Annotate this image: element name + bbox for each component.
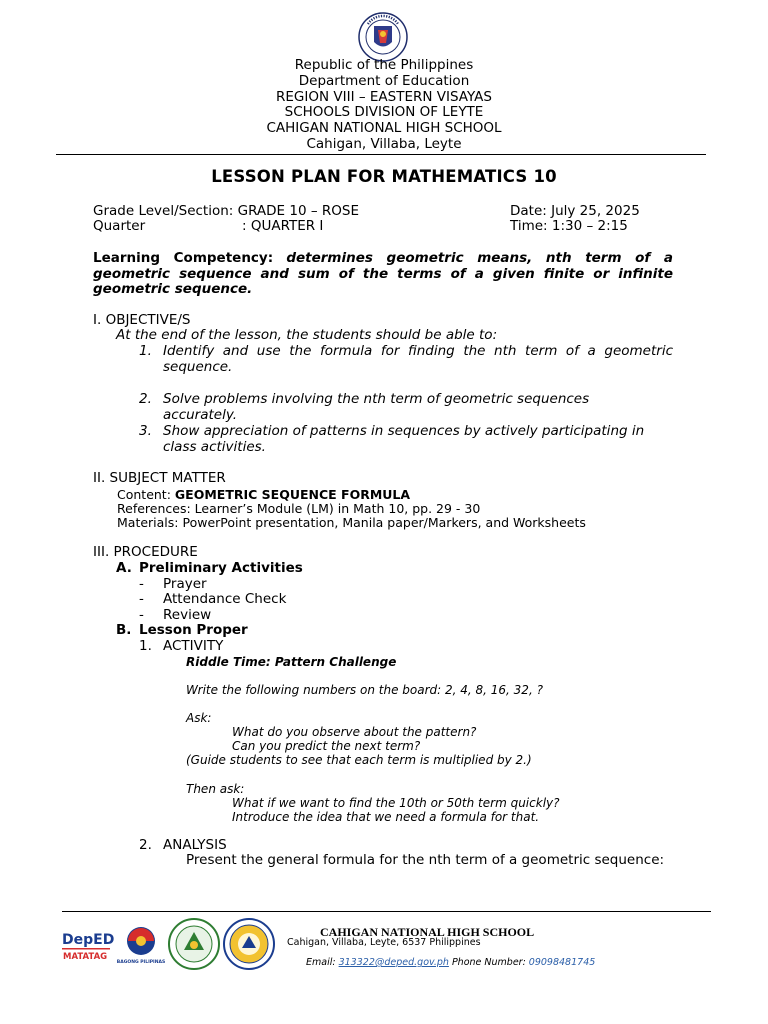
preliminary-letter: A. (116, 560, 132, 576)
subject-references: References: Learner’s Module (LM) in Math 10, pp. 29 - 30 (117, 501, 481, 516)
competency-text: determines geometric means, nth term of a geometric sequence and sum of the terms of a given finite or infinite geometric sequence. (93, 250, 673, 297)
footer-school-name: CAHIGAN NATIONAL HIGH SCHOOL (320, 925, 535, 939)
objective-item-3: Show appreciation of patterns in sequences by actively participating in class activities. (163, 423, 645, 455)
header-divider (56, 154, 706, 155)
footer-address: Cahigan, Villaba, Leyte, 6537 Philippines (287, 937, 481, 948)
question-3: What if we want to find the 10th or 50th term quickly? (232, 796, 560, 810)
footer-contact (306, 957, 595, 968)
school-seal-icon (223, 918, 275, 970)
schools-division-seal-icon (168, 918, 220, 970)
preliminary-title: Preliminary Activities (139, 560, 303, 576)
objective-item-2: Solve problems involving the nth term of geometric sequences accurately. (163, 391, 590, 423)
deped-logo-text: DepED (62, 932, 115, 948)
then-ask-label: Then ask: (186, 782, 245, 796)
footer-divider (62, 911, 711, 912)
prelim-item: Attendance Check (163, 591, 287, 607)
guide-note: (Guide students to see that each term is multiplied by 2.) (186, 753, 532, 767)
objective-number-2: 2. (139, 391, 152, 407)
prelim-item: Prayer (163, 576, 207, 592)
learning-competency (93, 251, 673, 298)
email-label: Email: (306, 957, 336, 968)
header-address: Cahigan, Villaba, Leyte (306, 136, 462, 152)
bagong-pilipinas-logo-icon (116, 924, 166, 966)
analysis-number: 2. (139, 837, 152, 853)
question-4: Introduce the idea that we need a formula for that. (232, 810, 540, 824)
activity-number: 1. (139, 638, 152, 654)
prelim-dash: - (139, 591, 144, 607)
competency-label: Learning Competency: (93, 250, 274, 266)
objective-item-1: Identify and use the formula for finding the nth term of a geometric sequence. (163, 343, 673, 375)
deped-matatag-logo-icon (60, 928, 115, 964)
lesson-time: Time: 1:30 – 2:15 (510, 218, 628, 234)
grade-level: Grade Level/Section: GRADE 10 – ROSE (93, 203, 359, 219)
header-republic: Republic of the Philippines (294, 57, 474, 73)
header-division: SCHOOLS DIVISION OF LEYTE (284, 104, 484, 120)
activity-instruction: Write the following numbers on the board: 2, 4, 8, 16, 32, ? (186, 683, 543, 697)
analysis-text: Present the general formula for the nth term of a geometric sequence: (186, 852, 665, 868)
lesson-date: Date: July 25, 2025 (510, 203, 640, 219)
prelim-dash: - (139, 576, 144, 592)
lesson-proper-title: Lesson Proper (139, 622, 248, 638)
question-2: Can you predict the next term? (232, 739, 421, 753)
objective-number-3: 3. (139, 423, 152, 439)
objectives-intro: At the end of the lesson, the students should be able to: (116, 327, 498, 343)
subject-materials: Materials: PowerPoint presentation, Manila paper/Markers, and Worksheets (117, 515, 586, 530)
ask-label: Ask: (186, 711, 212, 725)
lesson-proper-letter: B. (116, 622, 132, 638)
header-region: REGION VIII – EASTERN VISAYAS (276, 89, 492, 105)
analysis-title: ANALYSIS (163, 837, 227, 853)
content-label: Content: (117, 487, 171, 502)
email-link[interactable]: 313322@deped.gov.ph (338, 957, 449, 968)
prelim-item: Review (163, 607, 212, 623)
content-value: GEOMETRIC SEQUENCE FORMULA (174, 487, 411, 502)
header-school: CAHIGAN NATIONAL HIGH SCHOOL (266, 120, 502, 136)
objectives-heading: I. OBJECTIVE/S (93, 312, 191, 328)
page-title: LESSON PLAN FOR MATHEMATICS 10 (211, 167, 557, 186)
phone-label: Phone Number: (451, 957, 526, 968)
question-1: What do you observe about the pattern? (232, 725, 477, 739)
activity-title: ACTIVITY (163, 638, 224, 654)
quarter-label: Quarter (93, 218, 146, 234)
riddle-title: Riddle Time: Pattern Challenge (186, 655, 397, 669)
objective-number-1: 1. (139, 343, 152, 359)
matatag-text: MATATAG (63, 952, 108, 962)
phone-number: 09098481745 (528, 957, 596, 968)
procedure-heading: III. PROCEDURE (93, 544, 198, 560)
bagong-pilipinas-text: BAGONG PILIPINAS (116, 960, 166, 965)
deped-seal-icon (358, 12, 408, 62)
header-department: Department of Education (298, 73, 470, 89)
subject-matter-heading: II. SUBJECT MATTER (93, 470, 226, 486)
quarter-value: : QUARTER I (242, 218, 324, 234)
prelim-dash: - (139, 607, 144, 623)
